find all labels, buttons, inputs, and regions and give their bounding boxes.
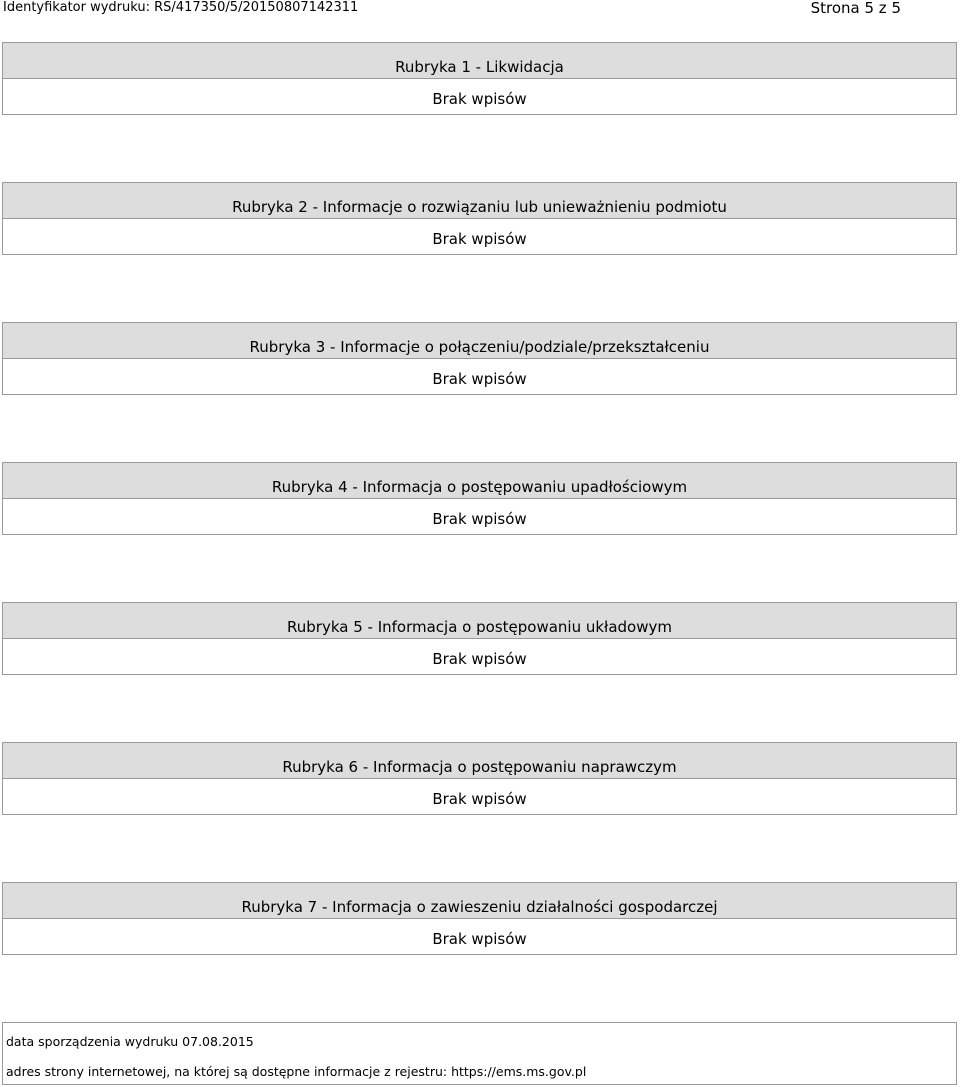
section-title: Rubryka 3 - Informacje o połączeniu/podziale/przekształceniu	[2, 322, 957, 359]
section-rubryka-6	[2, 742, 957, 815]
section-rubryka-1	[2, 42, 957, 115]
section-rubryka-5	[2, 602, 957, 675]
section-body: Brak wpisów	[2, 359, 957, 395]
section-rubryka-4	[2, 462, 957, 535]
page-header	[0, 0, 960, 18]
section-body: Brak wpisów	[2, 499, 957, 535]
section-title: Rubryka 4 - Informacja o postępowaniu upadłościowym	[2, 462, 957, 499]
section-title: Rubryka 7 - Informacja o zawieszeniu działalności gospodarczej	[2, 882, 957, 919]
section-body: Brak wpisów	[2, 779, 957, 815]
section-body: Brak wpisów	[2, 219, 957, 255]
section-rubryka-3	[2, 322, 957, 395]
section-body: Brak wpisów	[2, 79, 957, 115]
print-date: data sporządzenia wydruku 07.08.2015	[6, 1034, 254, 1049]
print-identifier: Identyfikator wydruku: RS/417350/5/20150807142311	[3, 0, 359, 15]
section-title: Rubryka 1 - Likwidacja	[2, 42, 957, 79]
section-title: Rubryka 2 - Informacje o rozwiązaniu lub unieważnieniu podmiotu	[2, 182, 957, 219]
section-title: Rubryka 5 - Informacja o postępowaniu układowym	[2, 602, 957, 639]
page-footer	[2, 1022, 957, 1085]
section-body: Brak wpisów	[2, 919, 957, 955]
section-title: Rubryka 6 - Informacja o postępowaniu naprawczym	[2, 742, 957, 779]
section-rubryka-2	[2, 182, 957, 255]
page-number: Strona 5 z 5	[810, 0, 901, 17]
section-body: Brak wpisów	[2, 639, 957, 675]
register-website: adres strony internetowej, na której są dostępne informacje z rejestru: https://ems.ms.gov.pl	[6, 1064, 587, 1079]
section-rubryka-7	[2, 882, 957, 955]
